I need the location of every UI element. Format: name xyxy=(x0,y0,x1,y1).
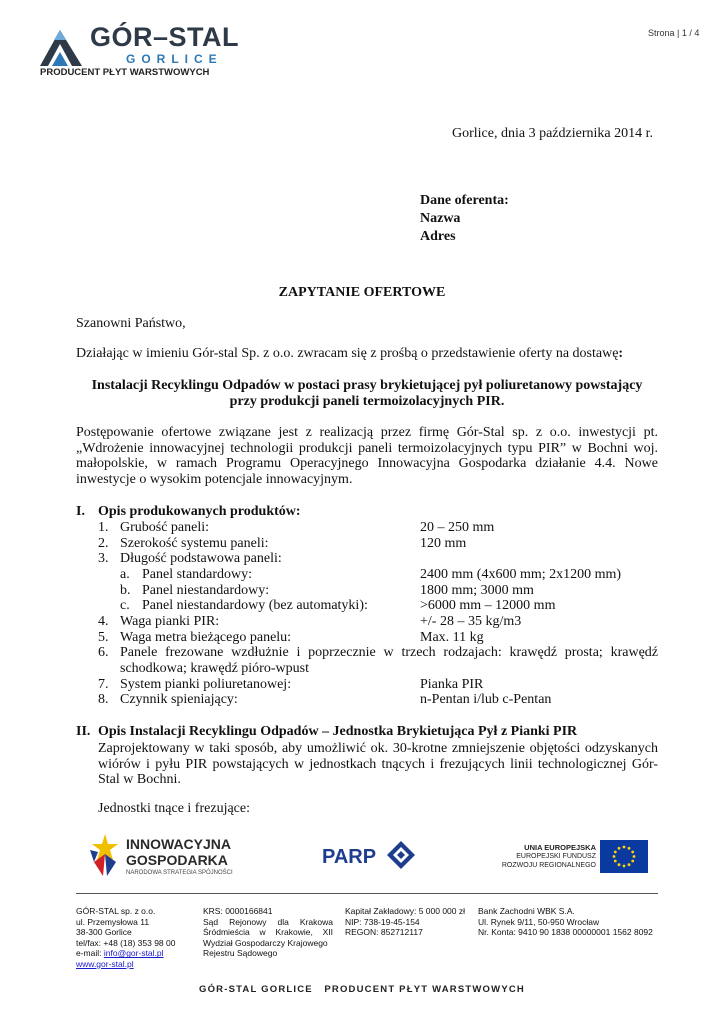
spec-item-number: 4. xyxy=(98,614,109,629)
footer-divider xyxy=(76,893,658,894)
spec-item-value: Pianka PIR xyxy=(420,677,484,692)
bidder-label: Dane oferenta: xyxy=(420,193,509,208)
spec-item-label: Grubość paneli: xyxy=(120,520,210,535)
section2-title: Opis Instalacji Recyklingu Odpadów – Jednostka Brykietująca Pył z Pianki PIR xyxy=(98,724,578,739)
footer-capital: Kapitał Zakładowy: 5 000 000 zł xyxy=(345,906,466,916)
spec-item-number: 3. xyxy=(98,551,109,566)
spec-item-number: 7. xyxy=(98,677,109,692)
footer-court-district: Śródmieścia w Krakowie, XII xyxy=(203,927,333,938)
ig-line1: INNOWACYJNA xyxy=(126,836,232,852)
footer-bank-info xyxy=(478,906,653,938)
footer-phone: tel/fax: +48 (18) 353 98 00 xyxy=(76,937,176,948)
eu-flag-icon xyxy=(600,840,648,873)
spec-subitem-value: >6000 mm – 12000 mm xyxy=(420,598,556,613)
spec-subitem-label: Panel niestandardowy (bez automatyki): xyxy=(142,598,368,613)
footer-bank-address: Ul. Rynek 9/11, 50-950 Wrocław xyxy=(478,916,600,927)
section2-number: II. xyxy=(76,724,91,739)
offer-title xyxy=(76,378,658,410)
eu-line2: EUROPEJSKI FUNDUSZ xyxy=(516,853,596,860)
logo-city: GORLICE xyxy=(126,52,223,66)
intro-text: Działając w imieniu Gór-stal Sp. z o.o. zwracam się z prośbą o przedstawienie oferty na dostawę xyxy=(76,346,619,361)
eu-line3: ROZWOJU REGIONALNEGO xyxy=(501,862,596,869)
footer-capital-info xyxy=(345,906,465,938)
spec-item-number: 1. xyxy=(98,520,109,535)
spec-item-label: Czynnik spieniający: xyxy=(120,692,238,707)
footer-krs: KRS: 0000166841 xyxy=(203,906,273,916)
footer-nip: NIP: 738-19-45-154 xyxy=(345,916,420,927)
innowacyjna-gospodarka-logo xyxy=(90,830,250,886)
project-paragraph: Postępowanie ofertowe związane jest z realizacją przez firmę Gór-Stal sp. z o.o. inwestycji pt. „Wdrożenie innowacyjnej technologii produkcji paneli termoizolacyjnych typu PIR” w Bochni woj. małopolskie, w ramach Programu Operacyjnego Innowacyjna Gospodarka działanie 4.4. Nowe inwestycje o wysokim potencjale innowacyjnym. xyxy=(76,425,658,488)
intro-sentence xyxy=(76,346,623,362)
footer-email-label: e-mail: xyxy=(76,948,104,959)
spec-item-number: 5. xyxy=(98,630,109,645)
ig-line3: NARODOWA STRATEGIA SPÓJNOŚCI xyxy=(126,870,233,876)
bidder-address: Adres xyxy=(420,229,456,244)
spec-item-number: 6. xyxy=(98,645,109,660)
spec-subitem-letter: c. xyxy=(120,598,130,613)
footer-bank-name: Bank Zachodni WBK S.A. xyxy=(478,906,575,916)
spec-item-value: 20 – 250 mm xyxy=(420,520,495,535)
spec-subitem-value: 2400 mm (4x600 mm; 2x1200 mm) xyxy=(420,567,622,582)
logo-company-name: GÓR–STAL xyxy=(90,22,240,52)
footer-department: Wydział Gospodarczy Krajowego xyxy=(203,937,328,948)
eu-fund-text xyxy=(496,843,596,870)
bidder-block xyxy=(420,192,509,246)
units-label: Jednostki tnące i frezujące: xyxy=(98,801,250,816)
bidder-name: Nazwa xyxy=(420,211,461,226)
section1-title: Opis produkowanych produktów: xyxy=(98,504,301,519)
section2-description: Zaprojektowany w taki sposób, aby umożliwić ok. 30-krotne zmniejszenie objętości odzyskanych wiórów i pyłu PIR powstających w jednostkach tnących i frezujących linii technologicznej Gór-Stal w Bochni. xyxy=(98,741,658,788)
eu-line1: UNIA EUROPEJSKA xyxy=(524,843,596,852)
footer-registry: Rejestru Sądowego xyxy=(203,948,278,959)
letter-subject: ZAPYTANIE OFERTOWE xyxy=(278,285,446,300)
parp-text: PARP xyxy=(322,846,377,868)
footer-regon: REGON: 852712117 xyxy=(345,927,423,938)
gor-stal-logo-icon xyxy=(38,26,84,68)
spec-subitem-letter: a. xyxy=(120,567,130,582)
spec-item-label: Szerokość systemu paneli: xyxy=(120,536,269,551)
footer-banner: GÓR-STAL GORLICE PRODUCENT PŁYT WARSTWOWYCH xyxy=(199,984,525,995)
footer-street: ul. Przemysłowa 11 xyxy=(76,916,150,927)
spec-item-number: 2. xyxy=(98,536,109,551)
spec-subitem-label: Panel standardowy: xyxy=(142,567,253,582)
footer-company-info xyxy=(76,906,175,970)
spec-item-label: Waga pianki PIR: xyxy=(120,614,220,629)
spec-subitem-letter: b. xyxy=(120,583,131,598)
spec-subitem-label: Panel niestandardowy: xyxy=(142,583,270,598)
footer-website-link[interactable]: www.gor-stal.pl xyxy=(76,958,134,969)
footer-email-link[interactable]: info@gor-stal.pl xyxy=(103,948,164,959)
footer-company-name: GÓR-STAL sp. z o.o. xyxy=(76,906,156,916)
parp-logo xyxy=(322,838,432,876)
page-number: Strona | 1 / 4 xyxy=(648,28,700,38)
intro-colon: : xyxy=(618,346,624,361)
footer-city: 38-300 Gorlice xyxy=(76,927,132,938)
footer-registry-info xyxy=(203,906,333,959)
ig-line2: GOSPODARKA xyxy=(126,852,228,868)
ig-logo-icon xyxy=(90,832,120,876)
offer-title-line1: Instalacji Recyklingu Odpadów w postaci prasy brykietującej pył poliuretanowy powstający xyxy=(91,378,643,393)
spec-item-label-cont: schodkowa; krawędź pióro-wpust xyxy=(120,661,309,676)
salutation: Szanowni Państwo, xyxy=(76,316,186,331)
spec-item-label: Panele frezowane wzdłużnie i poprzecznie w trzech rodzajach: krawędź prosta; krawędź xyxy=(120,645,658,660)
spec-item-label: Waga metra bieżącego panelu: xyxy=(120,630,292,645)
footer-court: Sąd Rejonowy dla Krakowa xyxy=(203,916,333,927)
letter-date: Gorlice, dnia 3 października 2014 r. xyxy=(452,126,653,141)
footer-email-row xyxy=(76,948,175,959)
offer-title-line2: przy produkcji paneli termoizolacyjnych PIR. xyxy=(229,394,505,409)
spec-item-value: +/- 28 – 35 kg/m3 xyxy=(420,614,522,629)
logo-tagline: PRODUCENT PŁYT WARSTWOWYCH xyxy=(40,67,210,78)
spec-subitem-value: 1800 mm; 3000 mm xyxy=(420,583,534,598)
spec-item-label: System pianki poliuretanowej: xyxy=(120,677,292,692)
footer-bank-account: Nr. Konta: 9410 90 1838 00000001 1562 8092 xyxy=(478,927,653,938)
spec-item-value: Max. 11 kg xyxy=(420,630,484,645)
spec-item-label: Długość podstawowa paneli: xyxy=(120,551,282,566)
spec-item-number: 8. xyxy=(98,692,109,707)
spec-item-value: n-Pentan i/lub c-Pentan xyxy=(420,692,552,707)
parp-diamond-icon xyxy=(386,840,416,870)
section1-number: I. xyxy=(76,504,85,519)
spec-item-value: 120 mm xyxy=(420,536,467,551)
